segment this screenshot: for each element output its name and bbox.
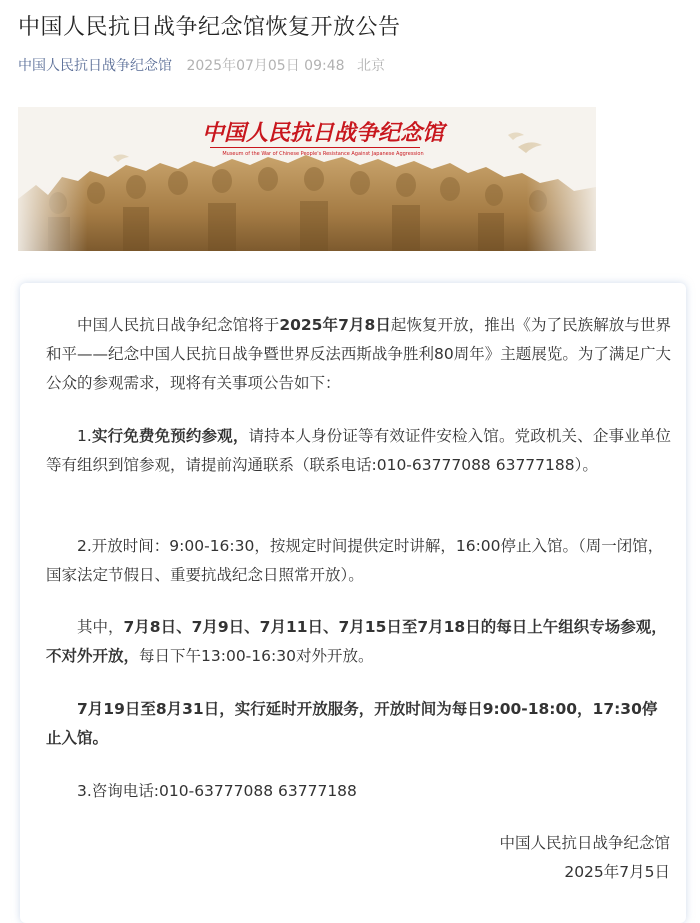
article-meta: [18, 55, 385, 75]
opening-hours-paragraph: 2.开放时间：9:00-16:30，按规定时间提供定时讲解，16:00停止入馆。（周一闭馆，国家法定节假日、重要抗战纪念日照常开放）。: [46, 537, 664, 584]
article-title: 中国人民抗日战争纪念馆恢复开放公告: [18, 15, 401, 40]
museum-logo-subtitle: Museum of the War of Chinese People's Resistance Against Japanese Aggression: [222, 151, 424, 157]
account-name-link[interactable]: 中国人民抗日战争纪念馆: [18, 58, 172, 74]
consult-phone-paragraph: 3.咨询电话:010-63777088 63777188: [77, 782, 357, 800]
special-dates-paragraph: 其中，7月8日、7月9日、7月11日、7月15日至7月18日的每日上午组织专场参观，不对外开放，每日下午13:00-16:30对外开放。: [46, 618, 667, 665]
publish-location: 北京: [356, 58, 385, 74]
museum-banner-image: [18, 107, 596, 251]
intro-paragraph: 中国人民抗日战争纪念馆将于2025年7月8日起恢复开放，推出《为了民族解放与世界和平——纪念中国人民抗日战争暨世界反法西斯战争胜利80周年》主题展览。为了满足广大公众的参观需求，现将有关事项公告如下：: [46, 316, 671, 392]
museum-logo-text: 中国人民抗日战争纪念馆: [201, 120, 445, 146]
signature-org: 中国人民抗日战争纪念馆: [499, 834, 670, 852]
extended-hours-paragraph: 7月19日至8月31日，实行延时开放服务，开放时间为每日9:00-18:00，17:30停止入馆。: [46, 700, 658, 747]
publish-time: 2025年07月05日 09:48: [186, 58, 345, 74]
free-entry-paragraph: 1.实行免费免预约参观，请持本人身份证等有效证件安检入馆。党政机关、企事业单位等有组织到馆参观，请提前沟通联系（联系电话:010-63777088 63777188）。: [46, 427, 671, 474]
signature-date: 2025年7月5日: [564, 863, 670, 881]
